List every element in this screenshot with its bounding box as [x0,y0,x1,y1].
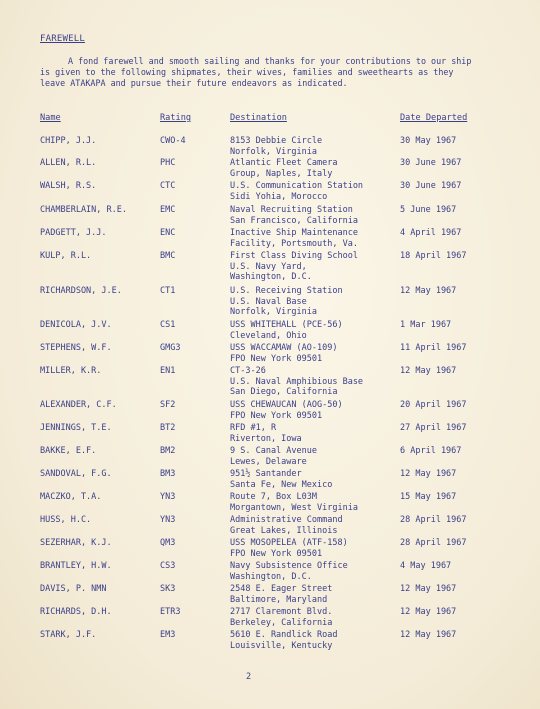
row-name: RICHARDSON, J.E. [40,286,122,296]
row-destination: First Class Diving School U.S. Navy Yard, Washington, D.C. [230,251,358,283]
row-date: 12 May 1967 [400,630,457,640]
row-name: MILLER, K.R. [40,366,102,376]
intro-paragraph: A fond farewell and smooth sailing and thanks for your contributions to our ship is given to the following shipmates, their wives, families and sweethearts as they leave ATAKAPA and pursue their future endeavors as indicated. [40,56,472,88]
row-destination: Atlantic Fleet Camera Group, Naples, Italy [230,158,338,179]
row-rating: QM3 [160,538,176,548]
row-destination: USS CHEWAUCAN (AOG-50) FPO New York 09501 [230,400,343,421]
row-name: SANDOVAL, F.G. [40,469,112,479]
row-rating: CWO-4 [160,136,186,146]
row-name: CHAMBERLAIN, R.E. [40,205,127,215]
row-name: DAVIS, P. NMN [40,584,107,594]
row-date: 4 May 1967 [400,561,452,571]
row-rating: CS3 [160,561,176,571]
row-date: 12 May 1967 [400,366,457,376]
column-header-name: Name [40,113,61,123]
row-date: 27 April 1967 [400,423,467,433]
row-destination: 951½ Santander Santa Fe, New Mexico [230,469,333,490]
row-rating: PHC [160,158,176,168]
row-rating: SK3 [160,584,176,594]
row-name: HUSS, H.C. [40,515,92,525]
row-date: 28 April 1967 [400,538,467,548]
row-destination: Navy Subsistence Office Washington, D.C. [230,561,348,582]
row-rating: EM3 [160,630,176,640]
row-destination: 8153 Debbie Circle Norfolk, Virginia [230,136,323,157]
row-date: 30 May 1967 [400,136,457,146]
page-heading: FAREWELL [40,34,85,44]
row-date: 18 April 1967 [400,251,467,261]
row-date: 12 May 1967 [400,286,457,296]
row-date: 4 April 1967 [400,228,462,238]
row-rating: EN1 [160,366,176,376]
row-destination: USS WACCAMAW (AO-109) FPO New York 09501 [230,343,338,364]
row-destination: 2717 Claremont Blvd. Berkeley, California [230,607,333,628]
row-destination: 9 S. Canal Avenue Lewes, Delaware [230,446,317,467]
row-name: PADGETT, J.J. [40,228,107,238]
row-rating: ENC [160,228,176,238]
row-name: DENICOLA, J.V. [40,320,112,330]
row-name: BAKKE, E.F. [40,446,97,456]
row-name: JENNINGS, T.E. [40,423,112,433]
row-rating: BM2 [160,446,176,456]
row-name: BRANTLEY, H.W. [40,561,112,571]
row-name: ALEXANDER, C.F. [40,400,117,410]
row-date: 11 April 1967 [400,343,467,353]
row-destination: USS WHITEHALL (PCE-56) Cleveland, Ohio [230,320,343,341]
row-destination: Route 7, Box L03M Morgantown, West Virginia [230,492,358,513]
row-rating: CS1 [160,320,176,330]
row-date: 5 June 1967 [400,205,457,215]
row-destination: USS MOSOPELEA (ATF-158) FPO New York 09501 [230,538,348,559]
column-header-rating: Rating [160,113,192,123]
row-rating: BM3 [160,469,176,479]
row-rating: SF2 [160,400,176,410]
column-header-destination: Destination [230,113,287,123]
row-rating: GMG3 [160,343,181,353]
row-name: STEPHENS, W.F. [40,343,112,353]
row-name: STARK, J.F. [40,630,97,640]
page-number: 2 [246,672,252,682]
row-date: 30 June 1967 [400,181,462,191]
row-date: 1 Mar 1967 [400,320,452,330]
row-date: 20 April 1967 [400,400,467,410]
row-name: WALSH, R.S. [40,181,97,191]
row-date: 12 May 1967 [400,607,457,617]
column-header-date: Date Departed [400,113,468,123]
row-destination: Naval Recruiting Station San Francisco, California [230,205,358,226]
row-date: 15 May 1967 [400,492,457,502]
row-name: ALLEN, R.L. [40,158,97,168]
row-rating: YN3 [160,515,176,525]
row-destination: U.S. Communication Station Sidi Yohia, Morocco [230,181,364,202]
row-name: MACZKO, T.A. [40,492,102,502]
row-rating: BMC [160,251,176,261]
row-rating: EMC [160,205,176,215]
row-date: 28 April 1967 [400,515,467,525]
row-destination: 5610 E. Randlick Road Louisville, Kentucky [230,630,338,651]
row-name: CHIPP, J.J. [40,136,97,146]
row-rating: CT1 [160,286,176,296]
row-destination: Inactive Ship Maintenance Facility, Portsmouth, Va. [230,228,358,249]
row-date: 12 May 1967 [400,584,457,594]
row-destination: Administrative Command Great Lakes, Illinois [230,515,343,536]
row-rating: BT2 [160,423,176,433]
row-name: SEZERHAR, K.J. [40,538,112,548]
row-rating: YN3 [160,492,176,502]
row-name: RICHARDS, D.H. [40,607,112,617]
row-date: 30 June 1967 [400,158,462,168]
row-rating: CTC [160,181,176,191]
row-date: 6 April 1967 [400,446,462,456]
row-destination: CT-3-26 U.S. Naval Amphibious Base San Diego, California [230,366,364,398]
row-destination: 2548 E. Eager Street Baltimore, Maryland [230,584,333,605]
row-rating: ETR3 [160,607,181,617]
row-name: KULP, R.L. [40,251,92,261]
row-date: 12 May 1967 [400,469,457,479]
row-destination: RFD #1, R Riverton, Iowa [230,423,302,444]
row-destination: U.S. Receiving Station U.S. Naval Base Norfolk, Virginia [230,286,343,318]
